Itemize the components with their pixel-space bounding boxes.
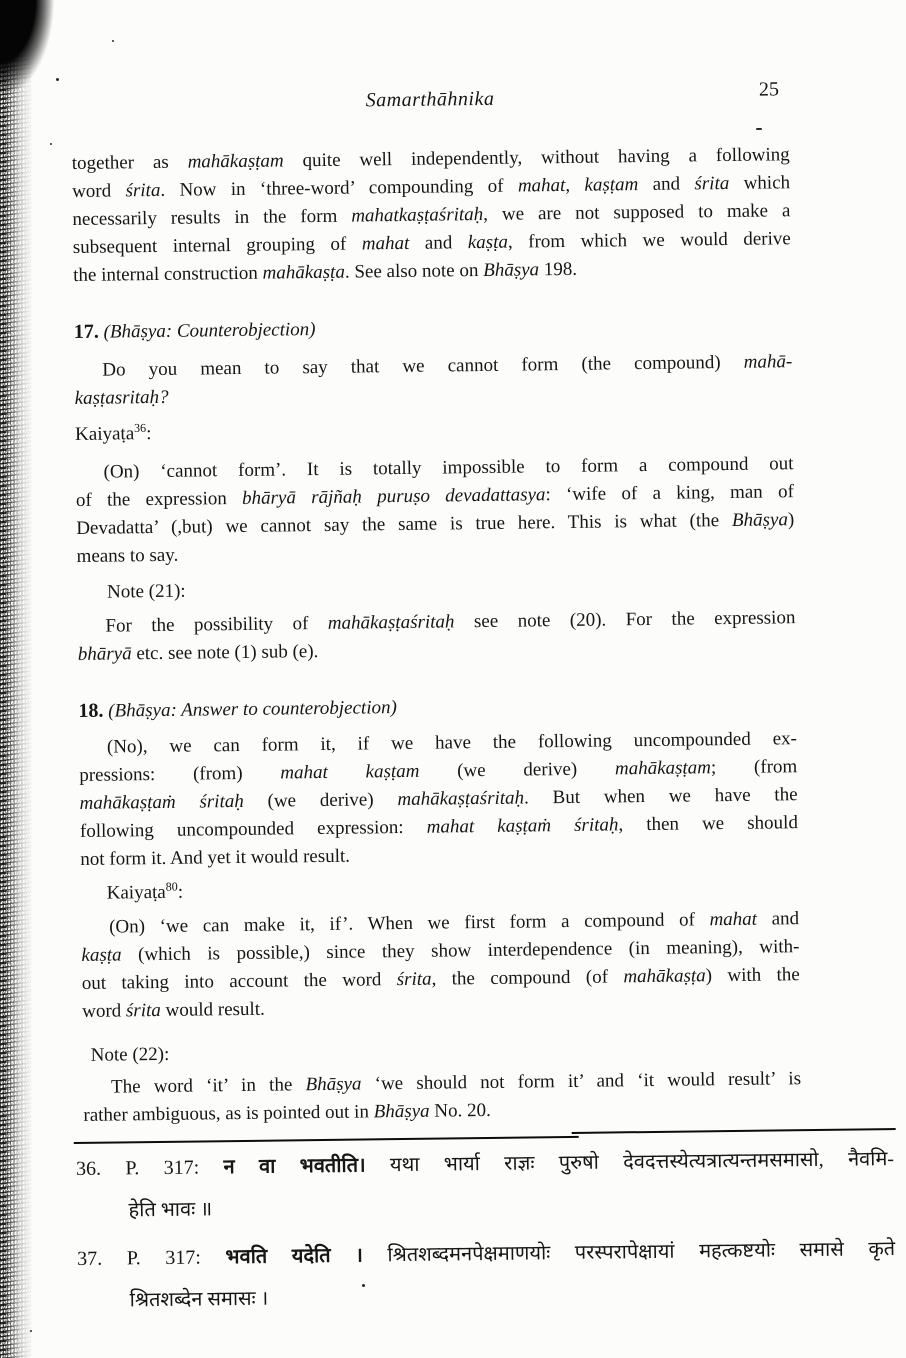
note-21-heading — [77, 570, 795, 607]
text-segment: Note (22): — [90, 1043, 170, 1066]
text-segment: . See also note on — [344, 259, 484, 283]
text-segment: and — [756, 908, 800, 930]
text-segment: śrita — [694, 172, 730, 195]
text-segment: following uncompounded expression: — [79, 816, 427, 842]
text-segment: श्रितशब्देन समासः । — [129, 1287, 269, 1312]
ink-speck — [30, 1330, 32, 1332]
text-segment: यथा भार्या राज्ञः पुरुषो देवदत्तस्येत्यत्रात्यन्तमसमासो, नैवमि- — [389, 1148, 895, 1177]
text-segment: 198. — [538, 258, 578, 281]
text-segment: ; (from — [710, 756, 798, 779]
footnotes — [76, 1138, 896, 1322]
text-segment: together as — [71, 151, 188, 175]
text-line — [76, 1180, 894, 1232]
paragraph-kaiyata-36 — [75, 450, 794, 571]
ink-speck — [56, 78, 59, 81]
text-segment: śrita — [125, 999, 161, 1022]
text-segment: ) — [787, 509, 795, 531]
text-segment: mahat kaṣṭaṁ śritaḥ — [426, 814, 619, 838]
text-segment: , the compound (of — [431, 966, 624, 990]
scan-corner-artifact — [0, 0, 70, 130]
text-segment: (On) ‘we can make it, if’. When we first form a compound of — [109, 909, 710, 938]
text-segment: : ‘wife of a king, man of — [545, 481, 794, 506]
text-segment: mahākaṣṭam — [614, 757, 712, 780]
text-segment: would result. — [160, 998, 265, 1021]
text-segment: The word ‘it’ in the — [110, 1074, 306, 1098]
kaiyata-heading-36 — [75, 412, 793, 449]
text-segment: Bhāṣya — [731, 509, 789, 531]
paragraph-intro — [72, 141, 792, 290]
text-segment: word — [72, 180, 126, 202]
scan-edge-artifact — [0, 0, 34, 1358]
text-segment: kaṣṭa — [81, 944, 122, 966]
kaiyata-heading-80 — [81, 871, 799, 908]
text-segment: mahākaṣṭaśritaḥ — [327, 611, 455, 634]
page-content — [70, 0, 896, 1322]
text-line — [77, 1270, 895, 1322]
text-segment: . Now in ‘three-word’ compounding of — [160, 175, 519, 201]
paragraph-bhasya-17 — [74, 348, 793, 413]
text-segment: 37. P. 317: — [77, 1246, 226, 1271]
text-segment: Bhāṣya — [483, 259, 540, 281]
footnote-divider-segment — [572, 1128, 896, 1134]
text-segment: : — [146, 423, 152, 445]
text-segment: Bhāṣya — [373, 1100, 430, 1123]
text-segment: and — [638, 173, 695, 196]
section-heading-18 — [78, 688, 796, 726]
note-22-heading — [83, 1033, 801, 1070]
paragraph-bhasya-18 — [79, 725, 799, 874]
text-segment: mahat — [517, 174, 566, 197]
text-segment: means to say. — [76, 544, 179, 567]
text-segment: Bhāṣya — [305, 1073, 362, 1096]
text-segment: ‘we should not form it’ and ‘it would result’ is — [361, 1068, 802, 1095]
text-segment: pressions: (from) — [79, 762, 281, 786]
text-segment: mahākaṣṭam — [187, 150, 284, 173]
text-segment: necessarily results in the form — [72, 205, 352, 230]
text-segment: , we are not supposed to make a — [483, 200, 791, 225]
text-segment: bhāryā rājñaḥ puruṣo devadattasya — [241, 484, 546, 509]
text-segment: Note (21): — [106, 580, 186, 603]
text-segment: and — [409, 232, 468, 254]
text-segment: 18. — [78, 699, 104, 722]
text-segment: the internal construction — [73, 262, 263, 286]
ink-speck — [50, 143, 52, 145]
text-segment: 36 — [134, 420, 147, 435]
text-segment: No. 20. — [429, 1099, 491, 1122]
text-segment: , then we should — [618, 812, 799, 836]
footnote-36 — [76, 1138, 895, 1232]
page-number: 25 — [758, 78, 780, 101]
text-segment: etc. see note (1) sub (e). — [131, 641, 319, 665]
text-segment: not form it. And yet it would result. — [80, 845, 351, 870]
text-segment: Kaiyaṭa — [106, 881, 166, 904]
text-segment: (No), we can form it, if we have the following uncompounded ex- — [106, 728, 798, 758]
text-segment: kaṣṭa — [467, 231, 509, 254]
text-segment: (Bhāṣya: Counterobjection) — [103, 319, 316, 343]
text-segment: mahā- — [743, 351, 793, 373]
footnote-37 — [77, 1228, 896, 1322]
paragraph-note-22 — [83, 1065, 802, 1130]
section-heading-17 — [74, 309, 792, 347]
text-segment: mahat — [361, 232, 410, 255]
text-segment: subsequent internal grouping of — [72, 233, 362, 258]
text-segment: 17. — [73, 320, 99, 343]
text-segment: mahākaṣṭaṁ śritaḥ — [79, 790, 244, 814]
paragraph-note-21 — [77, 604, 796, 669]
text-segment: श्रितशब्दमनपेक्षमाणयोः परस्परापेक्षायां महत्कष्टयोः समासे कृते — [387, 1238, 896, 1267]
text-segment: mahākaṣṭaśritaḥ — [397, 787, 525, 811]
text-segment: For the possibility of — [105, 612, 328, 637]
text-segment: न वा भवतीति। — [223, 1154, 391, 1179]
text-segment: kaṣṭasritaḥ? — [74, 386, 169, 409]
text-segment: (we derive) — [419, 758, 616, 782]
text-segment: (which is possible,) since they show interdependence (in meaning), with- — [121, 936, 800, 966]
text-segment: : — [177, 881, 184, 903]
text-segment: see note (20). For the expression — [454, 607, 796, 633]
text-segment: bhāryā — [77, 643, 132, 665]
text-segment: (On) ‘cannot form’. It is totally impossible to form a compound out — [103, 453, 794, 483]
text-segment: which — [729, 172, 791, 194]
paragraph-kaiyata-80 — [81, 905, 800, 1026]
text-segment: Kaiyaṭa — [74, 423, 135, 445]
text-segment: śrita — [125, 179, 161, 202]
page-title: Samarthāhnika — [365, 87, 495, 112]
text-segment: mahākaṣṭa — [262, 261, 346, 284]
text-segment: mahat kaṣṭam — [280, 760, 420, 784]
text-segment: . But when we have the — [523, 784, 798, 809]
text-segment: rather ambiguous, as is pointed out in — [83, 1101, 374, 1126]
text-segment: mahākaṣṭa — [623, 965, 706, 988]
text-segment: mahat — [709, 908, 758, 931]
text-segment: out taking into account the word — [81, 969, 397, 994]
text-segment: भवति यदेति । — [225, 1244, 388, 1269]
text-segment: , from which we would derive — [507, 228, 791, 253]
text-segment: mahatkaṣṭaśritaḥ — [351, 203, 484, 227]
text-segment: (we derive) — [243, 789, 398, 812]
page-header — [70, 0, 789, 118]
text-segment: हेति भावः ॥ — [128, 1198, 213, 1222]
text-segment: 80 — [165, 879, 178, 894]
text-segment: śrita — [396, 968, 432, 991]
text-segment: , — [565, 174, 585, 196]
text-segment: kaṣṭam — [584, 174, 639, 196]
text-segment: Devadatta’ (,but) we cannot say the same is true here. This is what (the — [76, 509, 733, 539]
text-segment: 36. P. 317: — [75, 1156, 224, 1181]
text-segment: (Bhāṣya: Answer to counterobjection) — [108, 697, 397, 722]
text-segment: Do you mean to say that we cannot form (the compound) — [102, 351, 744, 381]
text-segment: quite well independently, without having a following — [283, 144, 790, 172]
text-segment: word — [82, 1000, 127, 1022]
text-segment: ) with the — [705, 964, 800, 987]
text-segment: of the expression — [75, 487, 243, 511]
